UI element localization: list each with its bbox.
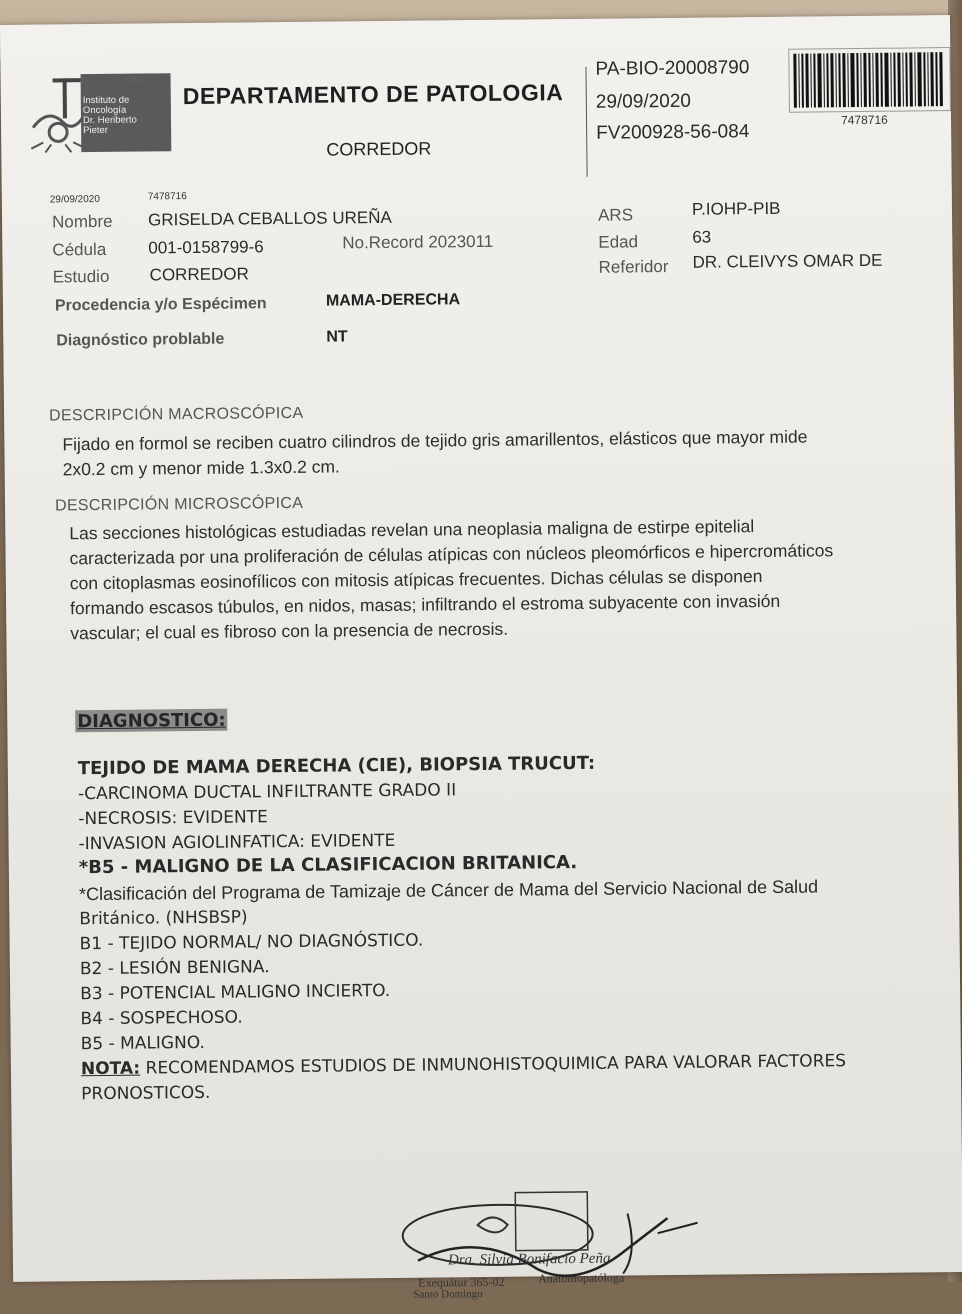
recommendation-note [81, 1051, 846, 1079]
macro-title: DESCRIPCIÓN MACROSCÓPICA [49, 404, 304, 425]
macro-line-2: 2x0.2 cm y menor mide 1.3x0.2 cm. [62, 456, 340, 480]
name-label: Nombre [51, 211, 113, 232]
age-label: Edad [598, 232, 639, 252]
invoice-number: FV200928-56-084 [596, 121, 750, 144]
note-text: RECOMENDAMOS ESTUDIOS DE INMUNOHISTOQUIMICA PARA VALORAR FACTORES [140, 1051, 847, 1079]
cedula-value: 001-0158799-6 [148, 237, 264, 258]
barcode-number: 7478716 [840, 112, 888, 128]
report-date: 29/09/2020 [595, 90, 692, 113]
signature-name: Dra. Silvia Bonifacio Peña [447, 1250, 611, 1269]
case-number: PA-BIO-20008790 [595, 57, 750, 80]
diagnosis-probable-value: NT [326, 328, 348, 346]
classification-source: Británico. (NHSBSP) [79, 907, 248, 930]
diagnosis-line-2: -NECROSIS: EVIDENTE [78, 807, 268, 830]
header-subtitle: CORREDOR [326, 138, 432, 160]
category-b5: B5 - MALIGNO. [80, 1032, 205, 1055]
logo-text: Instituto de Oncología Dr. Heriberto Pieter [82, 94, 137, 137]
ars-value: P.IOHP-PIB [691, 198, 781, 219]
diagnosis-line-1: -CARCINOMA DUCTAL INFILTRANTE GRADO II [77, 780, 457, 805]
micro-line-2: caracterizada por una proliferación de células atípicas con núcleos pleomórficos e hipercromáticos [69, 540, 834, 569]
study-label: Estudio [52, 266, 110, 287]
record-number: No.Record 2023011 [342, 231, 494, 253]
cedula-label: Cédula [52, 239, 107, 260]
macro-line-1: Fijado en formol se reciben cuatro cilindros de tejido gris amarillentos, elásticos que mayor mide [62, 426, 808, 455]
signature-role: Anatomopatóloga [538, 1270, 625, 1286]
category-b1: B1 - TEJIDO NORMAL/ NO DIAGNÓSTICO. [79, 930, 424, 955]
small-date: 29/09/2020 [49, 193, 100, 206]
classification-note: *Clasificación del Programa de Tamizaje de Cáncer de Mama del Servicio Nacional de Salud [79, 876, 819, 905]
referrer-value: DR. CLEIVYS OMAR DE [692, 250, 883, 272]
category-b2: B2 - LESIÓN BENIGNA. [79, 957, 270, 980]
note-label: NOTA: [80, 1058, 141, 1080]
micro-line-5: vascular; el cual es fibroso con la presencia de necrosis. [70, 618, 509, 644]
origin-label: Procedencia y/o Espécimen [54, 295, 267, 315]
diagnosis-heading: TEJIDO DE MAMA DERECHA (CIE), BIOPSIA TRUCUT: [77, 752, 596, 780]
micro-line-3: con citoplasmas eosinofílicos con mitosis atípicas frecuentes. Dichas células se disponen [69, 566, 763, 594]
patient-name: GRISELDA CEBALLOS UREÑA [147, 207, 392, 230]
signature-city: Santo Domingo [413, 1288, 483, 1301]
recommendation-note-2: PRONOSTICOS. [81, 1082, 211, 1105]
category-b4: B4 - SOSPECHOSO. [80, 1007, 243, 1030]
barcode [788, 47, 951, 113]
study-value: CORREDOR [149, 264, 249, 285]
signature-exequatur: Exequátur 365-02 [418, 1274, 505, 1290]
micro-title: DESCRIPCIÓN MICROSCÓPICA [54, 494, 304, 515]
age-value: 63 [692, 227, 712, 247]
diagnosis-line-3: -INVASION AGIOLINFATICA: EVIDENTE [78, 830, 396, 855]
department-title: DEPARTAMENTO DE PATOLOGIA [182, 79, 564, 110]
small-id: 7478716 [147, 191, 187, 203]
origin-value: MAMA-DERECHA [325, 291, 461, 310]
pathology-report-page [0, 15, 962, 1301]
diagnosis-probable-label: Diagnóstico problable [56, 330, 225, 350]
micro-line-1: Las secciones histológicas estudiadas revelan una neoplasia maligna de estirpe epitelial [69, 516, 755, 544]
header-divider [585, 67, 587, 177]
referrer-label: Referidor [598, 257, 669, 277]
diagnosis-title: DIAGNOSTICO: [75, 709, 228, 733]
diagnosis-line-4: *B5 - MALIGNO DE LA CLASIFICACION BRITANICA. [78, 852, 578, 879]
ars-label: ARS [597, 205, 634, 225]
logo-abbreviation: LDCC [125, 75, 145, 84]
category-b3: B3 - POTENCIAL MALIGNO INCIERTO. [80, 980, 391, 1005]
micro-line-4: formando escasos túbulos, en nidos, masas; infiltrando el estroma subyacente con invasión [70, 590, 781, 619]
